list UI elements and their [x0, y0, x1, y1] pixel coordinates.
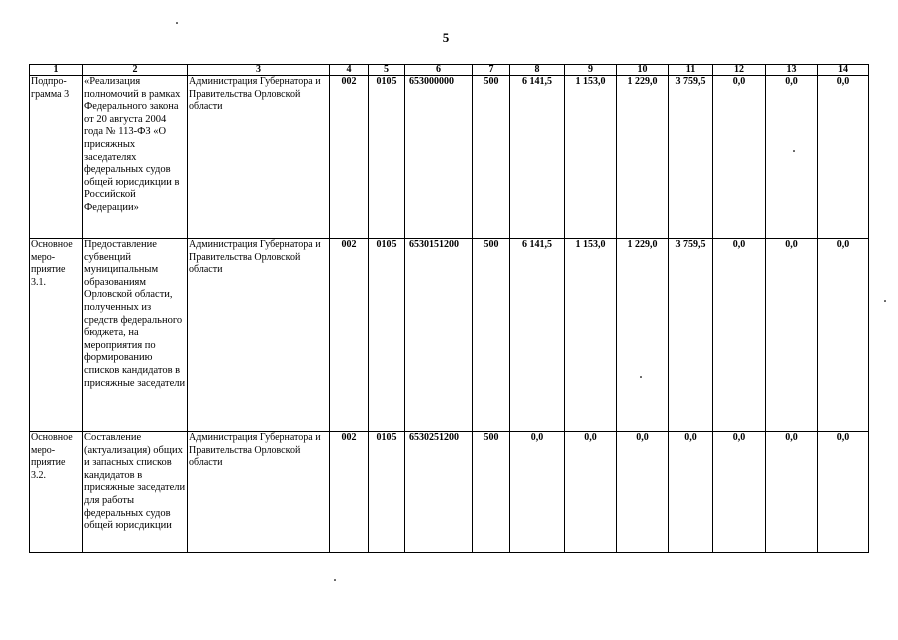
col-header-10: 10 — [617, 65, 669, 76]
page-number: 5 — [442, 30, 450, 45]
value-cell: 0,0 — [510, 432, 565, 553]
value-cell: 0,0 — [766, 239, 818, 432]
scan-speck — [640, 376, 642, 378]
col-header-12: 12 — [713, 65, 766, 76]
value-cell: 1 153,0 — [565, 76, 617, 239]
col-header-13: 13 — [766, 65, 818, 76]
target-code-cell: 6530151200 — [405, 239, 473, 432]
section-code-cell: 0105 — [369, 239, 405, 432]
target-code-cell: 6530251200 — [405, 432, 473, 553]
col-header-7: 7 — [473, 65, 510, 76]
program-table — [29, 64, 869, 553]
row-title-cell: «Реализация полномочий в рамках Федерального закона от 20 августа 2004 года № 113-ФЗ «О присяжных заседателях федеральных судов общей юрисдикции в Российской Федерации» — [83, 76, 188, 239]
scan-speck — [793, 150, 795, 152]
row-title-cell: Предоставление субвенций муниципальным образованиям Орловской области, полученных из средств федерального бюджета, на мероприятия по формированию списков кандидатов в присяжные заседатели — [83, 239, 188, 432]
row-title-cell: Составление (актуализация) общих и запасных списков кандидатов в присяжные заседатели для работы федеральных судов общей юрисдикции — [83, 432, 188, 553]
value-cell: 0,0 — [669, 432, 713, 553]
value-cell: 0,0 — [713, 239, 766, 432]
table-row — [30, 76, 869, 239]
value-cell: 1 229,0 — [617, 239, 669, 432]
value-cell: 0,0 — [713, 76, 766, 239]
value-cell: 0,0 — [766, 432, 818, 553]
col-header-1: 1 — [30, 65, 83, 76]
scan-speck — [176, 22, 178, 24]
scan-speck — [884, 300, 886, 302]
column-number-row — [30, 65, 869, 76]
scan-speck — [334, 579, 336, 581]
value-cell: 6 141,5 — [510, 239, 565, 432]
value-cell: 0,0 — [818, 239, 869, 432]
col-header-5: 5 — [369, 65, 405, 76]
value-cell: 3 759,5 — [669, 239, 713, 432]
value-cell: 0,0 — [617, 432, 669, 553]
expense-type-cell: 500 — [473, 239, 510, 432]
value-cell: 3 759,5 — [669, 76, 713, 239]
row-type-cell: Основное меро-приятие 3.2. — [30, 432, 83, 553]
value-cell: 0,0 — [818, 432, 869, 553]
row-executor-cell: Администрация Губернатора и Правительства Орловской области — [188, 76, 330, 239]
table-row — [30, 239, 869, 432]
grbs-code-cell: 002 — [330, 239, 369, 432]
row-type-cell: Основное меро-приятие 3.1. — [30, 239, 83, 432]
col-header-8: 8 — [510, 65, 565, 76]
col-header-11: 11 — [669, 65, 713, 76]
col-header-3: 3 — [188, 65, 330, 76]
col-header-4: 4 — [330, 65, 369, 76]
grbs-code-cell: 002 — [330, 432, 369, 553]
col-header-6: 6 — [405, 65, 473, 76]
expense-type-cell: 500 — [473, 76, 510, 239]
value-cell: 1 153,0 — [565, 239, 617, 432]
section-code-cell: 0105 — [369, 432, 405, 553]
target-code-cell: 653000000 — [405, 76, 473, 239]
col-header-14: 14 — [818, 65, 869, 76]
col-header-9: 9 — [565, 65, 617, 76]
value-cell: 0,0 — [713, 432, 766, 553]
table-row — [30, 432, 869, 553]
col-header-2: 2 — [83, 65, 188, 76]
value-cell: 1 229,0 — [617, 76, 669, 239]
grbs-code-cell: 002 — [330, 76, 369, 239]
value-cell: 0,0 — [818, 76, 869, 239]
value-cell: 0,0 — [565, 432, 617, 553]
section-code-cell: 0105 — [369, 76, 405, 239]
row-type-cell: Подпро-грамма 3 — [30, 76, 83, 239]
value-cell: 6 141,5 — [510, 76, 565, 239]
row-executor-cell: Администрация Губернатора и Правительства Орловской области — [188, 432, 330, 553]
row-executor-cell: Администрация Губернатора и Правительства Орловской области — [188, 239, 330, 432]
expense-type-cell: 500 — [473, 432, 510, 553]
value-cell: 0,0 — [766, 76, 818, 239]
